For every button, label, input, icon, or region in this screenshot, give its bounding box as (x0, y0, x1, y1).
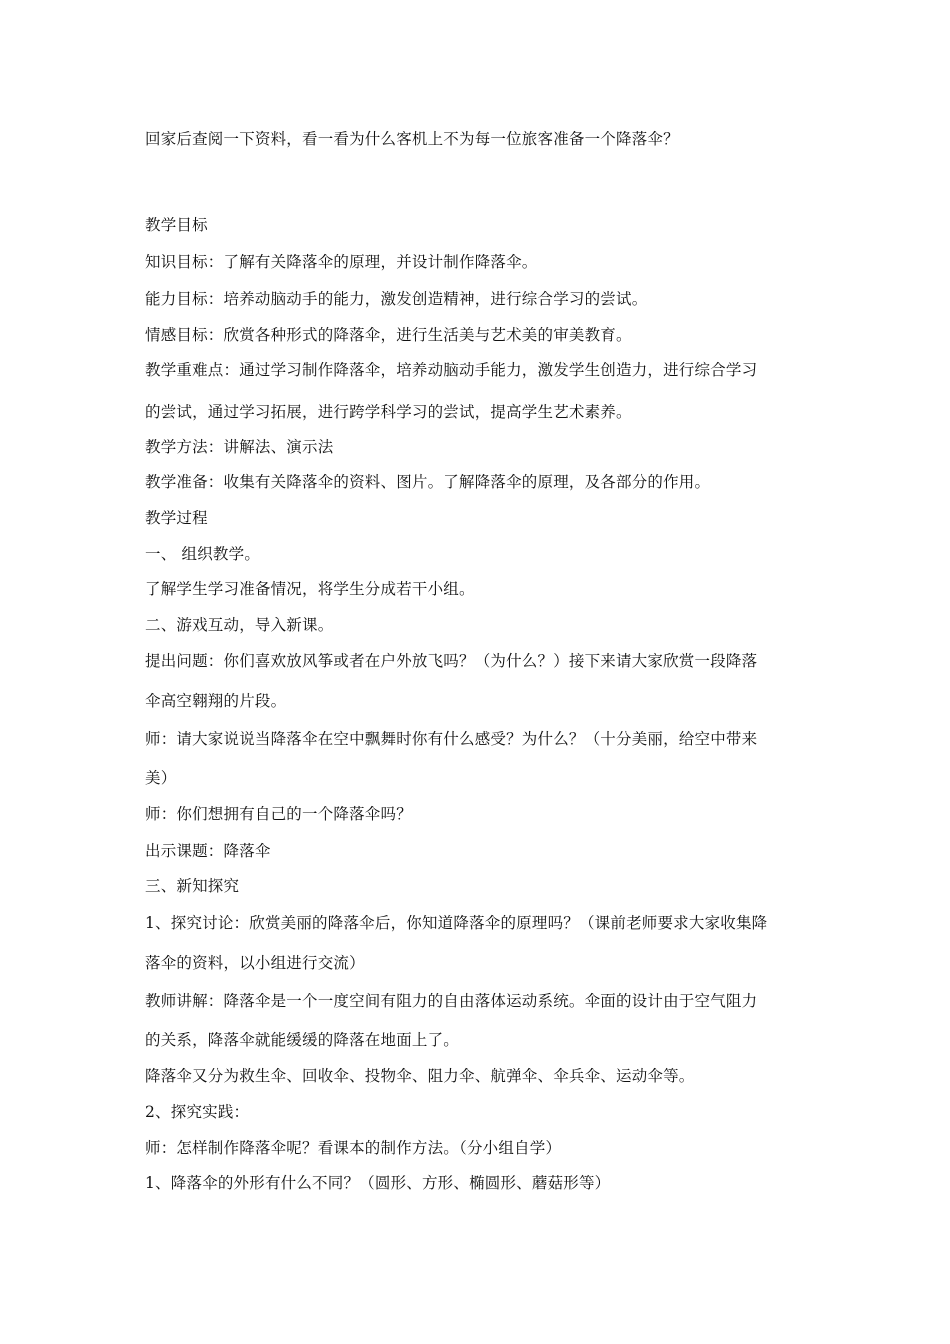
key-points-line-1: 教学重难点：通过学习制作降落伞，培养动脑动手能力，激发学生创造力，进行综合学习 (145, 361, 758, 379)
teaching-preparation: 教学准备：收集有关降落伞的资料、图片。了解降落伞的原理，及各部分的作用。 (145, 473, 711, 491)
section-3-heading: 三、新知探究 (145, 877, 240, 895)
section-1-text: 了解学生学习准备情况，将学生分成若干小组。 (145, 580, 475, 598)
question-line-2: 伞高空翱翔的片段。 (145, 692, 287, 710)
parachute-types: 降落伞又分为救生伞、回收伞、投物伞、阻力伞、航弹伞、伞兵伞、运动伞等。 (145, 1067, 695, 1085)
inquiry-discussion-line-2: 落伞的资料，以小组进行交流） (145, 954, 365, 972)
show-topic: 出示课题：降落伞 (145, 842, 271, 860)
inquiry-practice-heading: 2、探究实践： (145, 1103, 250, 1121)
knowledge-goal: 知识目标：了解有关降落伞的原理，并设计制作降落伞。 (145, 253, 538, 271)
question-line-1: 提出问题：你们喜欢放风筝或者在户外放飞吗？（为什么？）接下来请大家欣赏一段降落 (145, 652, 758, 670)
teacher-explanation-line-1: 教师讲解：降落伞是一个一度空间有阻力的自由落体运动系统。伞面的设计由于空气阻力 (145, 992, 758, 1010)
section-2-heading: 二、游戏互动，导入新课。 (145, 616, 334, 634)
ability-goal: 能力目标：培养动脑动手的能力，激发创造精神，进行综合学习的尝试。 (145, 290, 648, 308)
inquiry-discussion-line-1: 1、探究讨论：欣赏美丽的降落伞后，你知道降落伞的原理吗？（课前老师要求大家收集降 (145, 914, 768, 932)
homework-line: 回家后查阅一下资料，看一看为什么客机上不为每一位旅客准备一个降落伞？ (145, 130, 679, 148)
shape-question: 1、降落伞的外形有什么不同？（圆形、方形、椭圆形、蘑菇形等） (145, 1174, 611, 1192)
emotion-goal: 情感目标：欣赏各种形式的降落伞，进行生活美与艺术美的审美教育。 (145, 326, 632, 344)
teaching-method: 教学方法：讲解法、演示法 (145, 438, 334, 456)
teacher-question: 师：你们想拥有自己的一个降落伞吗？ (145, 805, 412, 823)
key-points-line-2: 的尝试，通过学习拓展，进行跨学科学习的尝试，提高学生艺术素养。 (145, 403, 632, 421)
teacher-explanation-line-2: 的关系，降落伞就能缓缓的降落在地面上了。 (145, 1031, 460, 1049)
heading-teaching-goals: 教学目标 (145, 216, 208, 234)
teacher-line-2: 美） (145, 769, 177, 787)
section-1-heading: 一、 组织教学。 (145, 545, 261, 563)
making-method: 师：怎样制作降落伞呢？看课本的制作方法。（分小组自学） (145, 1139, 562, 1157)
teacher-line-1: 师：请大家说说当降落伞在空中飘舞时你有什么感受？为什么？（十分美丽，给空中带来 (145, 730, 758, 748)
heading-teaching-process: 教学过程 (145, 509, 208, 527)
